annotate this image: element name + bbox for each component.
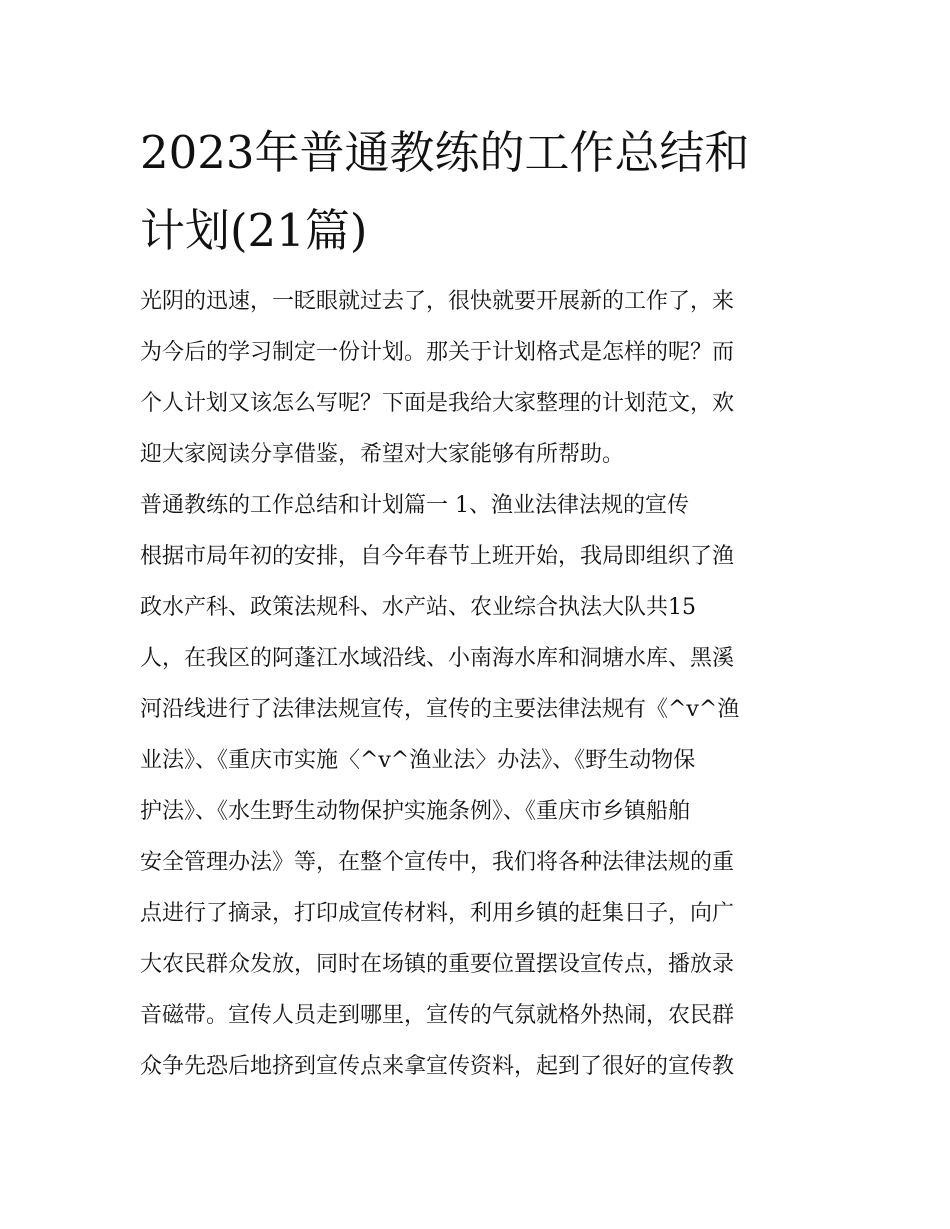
title-line-2: 计划(21篇): [140, 204, 368, 257]
intro-line: 个人计划又该怎么写呢？下面是我给大家整理的计划范文，欢: [140, 391, 735, 416]
body-line: 政水产科、政策法规科、水产站、农业综合执法大队共15: [140, 595, 696, 620]
body-line: 众争先恐后地挤到宣传点来拿宣传资料，起到了很好的宣传教: [140, 1054, 735, 1079]
body-line: 河沿线进行了法律法规宣传，宣传的主要法律法规有《^v^渔: [140, 697, 740, 722]
body-line: 业法》、《重庆市实施〈^v^渔业法〉办法》、《野生动物保: [140, 748, 696, 773]
body-line: 安全管理办法》等，在整个宣传中，我们将各种法律法规的重: [140, 850, 735, 875]
title-line-1: 2023年普通教练的工作总结和: [140, 126, 750, 179]
intro-line: 为今后的学习制定一份计划。那关于计划格式是怎样的呢？而: [140, 340, 735, 365]
body-line: 大农民群众发放，同时在场镇的重要位置摆设宣传点，播放录: [140, 952, 735, 977]
body-line: 护法》、《水生野生动物保护实施条例》、《重庆市乡镇船舶: [140, 799, 691, 824]
section-heading: 普通教练的工作总结和计划篇一 1、渔业法律法规的宣传: [140, 493, 689, 518]
body-line: 根据市局年初的安排，自今年春节上班开始，我局即组织了渔: [140, 544, 735, 569]
document-body: [140, 276, 820, 1092]
body-line: 音磁带。宣传人员走到哪里，宣传的气氛就格外热闹，农民群: [140, 1003, 735, 1028]
body-line: 点进行了摘录，打印成宣传材料，利用乡镇的赶集日子，向广: [140, 901, 735, 926]
body-line: 人，在我区的阿蓬江水域沿线、小南海水库和洞塘水库、黑溪: [140, 646, 735, 671]
intro-line: 迎大家阅读分享借鉴，希望对大家能够有所帮助。: [140, 442, 625, 467]
intro-line: 光阴的迅速，一眨眼就过去了，很快就要开展新的工作了，来: [140, 289, 735, 314]
document-title: [140, 114, 820, 270]
